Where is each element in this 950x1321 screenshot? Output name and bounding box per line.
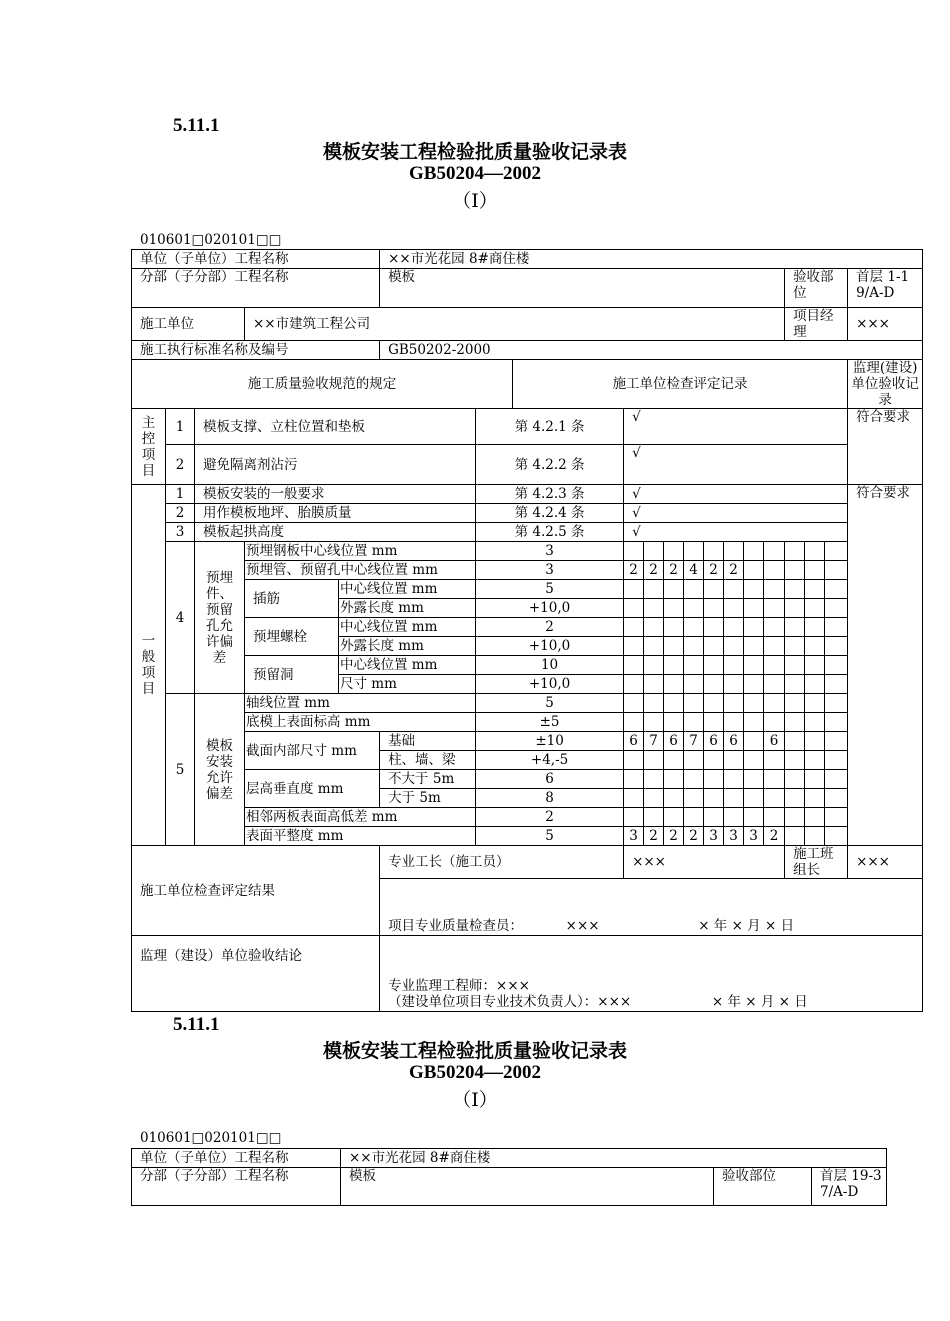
inspection-record-table [131,249,923,1012]
general-row-check: √ [624,523,848,542]
main-items-label: 主控项目 [132,409,166,485]
measure-cell [624,789,644,808]
measure-cell: 6 [704,732,724,751]
measure-cell [805,618,825,637]
measure-cell [704,713,724,732]
inspection-record-table-2 [131,1148,887,1206]
measure-cell [744,637,764,656]
general-row-clause: 第 4.2.3 条 [476,485,624,504]
measure-cell [644,808,664,827]
measure-cell [805,789,825,808]
main-row-clause: 第 4.2.1 条 [476,409,624,445]
measure-cell [624,580,644,599]
measure-cell: 3 [724,827,744,846]
measure-cell [704,789,724,808]
measure-cell [644,770,664,789]
measure-cell [644,637,664,656]
measure-cell [805,675,825,694]
general-row-item: 模板起拱高度 [195,523,476,542]
tolerance-item: 中心线位置 mm [339,618,476,637]
tolerance-item: 相邻两板表面高低差 mm [245,808,476,827]
tolerance-value: 2 [476,808,624,827]
measure-cell [644,618,664,637]
measure-cell [825,618,848,637]
measure-cell [764,770,785,789]
unit-project-value-2: ××市光花园 8#商住楼 [341,1149,887,1168]
contractor-result-label: 施工单位检查评定结果 [132,846,380,936]
measure-cell [785,599,805,618]
main-row-item: 避免隔离剂沾污 [195,445,476,485]
measure-cell [664,713,684,732]
measure-cell [744,694,764,713]
supervisor-header: 监理(建设)单位验收记录 [848,360,923,409]
pm-label: 项目经理 [785,308,848,341]
measure-cell: 2 [724,561,744,580]
sub-project-label: 分部（子分部）工程名称 [132,269,380,308]
tolerance-value: 10 [476,656,624,675]
owner-label: （建设单位项目专业技术负责人）：××× [388,994,632,1010]
measure-cell [785,580,805,599]
pm-value: ××× [848,308,923,341]
measure-cell [764,580,785,599]
measure-cell [644,789,664,808]
general-row-clause: 第 4.2.5 条 [476,523,624,542]
measure-cell [744,770,764,789]
measure-cell: 2 [664,827,684,846]
tolerance-item: 底模上表面标高 mm [245,713,476,732]
measure-cell [724,542,744,561]
general-row-no: 3 [166,523,195,542]
measure-cell: 6 [664,732,684,751]
measure-cell [644,542,664,561]
measure-cell [764,713,785,732]
standard-code-2: GB50204—2002 [409,1062,541,1083]
measure-cell: 7 [684,732,704,751]
form-number-2: 010601□020101□□ [140,1130,282,1146]
measure-cell: 3 [624,827,644,846]
group5-title: 模板安装允许偏差 [195,694,245,846]
general-items-label: 一般项目 [132,485,166,846]
measure-cell [684,713,704,732]
measure-cell [664,694,684,713]
measure-cell [624,656,644,675]
measure-cell [805,732,825,751]
measure-cell [785,542,805,561]
measure-cell [744,675,764,694]
measure-cell [764,637,785,656]
main-result: 符合要求 [848,409,923,485]
measure-cell: 2 [624,561,644,580]
measure-cell: 6 [764,732,785,751]
measure-cell [744,618,764,637]
measure-cell [624,675,644,694]
measure-cell [785,789,805,808]
measure-cell [825,542,848,561]
measure-cell: 2 [764,827,785,846]
measure-cell [624,751,644,770]
measure-cell [825,580,848,599]
measure-cell [624,637,644,656]
measure-cell [624,713,644,732]
inspector-label: 项目专业质量检查员： [388,917,524,934]
measure-cell [724,770,744,789]
general-row-clause: 第 4.2.4 条 [476,504,624,523]
inspector-line [380,917,923,936]
measure-cell: 3 [704,827,724,846]
check-header: 施工单位检查评定记录 [513,360,848,409]
measure-cell [805,808,825,827]
accept-part-value: 首层 1-19/A-D [848,269,923,308]
measure-cell [805,694,825,713]
inspect-date: × 年 × 月 × 日 [698,917,795,934]
standard-code: GB50204—2002 [409,163,541,184]
tolerance-item: 预埋钢板中心线位置 mm [245,542,476,561]
measure-cell [825,732,848,751]
measure-cell [744,599,764,618]
measure-cell [684,694,704,713]
owner-line [388,994,921,1010]
foreman-value: ××× [624,846,785,879]
inspector-name: ××× [565,917,600,934]
measure-cell: 4 [684,561,704,580]
measure-cell [764,808,785,827]
measure-cell [684,808,704,827]
tolerance-item: 柱、墙、梁 [380,751,476,770]
measure-cell [664,808,684,827]
group5-no: 5 [166,694,195,846]
measure-cell: 2 [664,561,684,580]
unit-project-label-2: 单位（子单位）工程名称 [132,1149,341,1168]
group4-no: 4 [166,542,195,694]
measure-cell [704,656,724,675]
measure-cell [744,751,764,770]
measure-cell [805,751,825,770]
measure-cell [684,542,704,561]
measure-cell [805,637,825,656]
measure-cell [664,637,684,656]
supervise-date: × 年 × 月 × 日 [711,994,808,1010]
measure-cell [724,694,744,713]
measure-cell [825,675,848,694]
supervisor-result-label: 监理（建设）单位验收结论 [132,936,380,1012]
measure-cell [785,732,805,751]
tolerance-value: +10,0 [476,637,624,656]
measure-cell [624,770,644,789]
tolerance-item: 尺寸 mm [339,675,476,694]
measure-cell [664,770,684,789]
measure-cell [724,675,744,694]
sub-project-value-2: 模板 [341,1168,714,1206]
measure-cell [785,827,805,846]
tolerance-value: ±10 [476,732,624,751]
measure-cell [825,561,848,580]
tolerance-item: 中心线位置 mm [339,656,476,675]
measure-cell [624,599,644,618]
measure-cell [744,656,764,675]
measure-cell [684,618,704,637]
tolerance-subgroup: 层高垂直度 mm [245,770,380,808]
measure-cell [805,713,825,732]
measure-cell [684,656,704,675]
measure-cell [785,694,805,713]
section-number: 5.11.1 [173,115,220,136]
measure-cell [704,808,724,827]
measure-cell [825,808,848,827]
main-row-item: 模板支撑、立柱位置和垫板 [195,409,476,445]
measure-cell [785,656,805,675]
measure-cell [724,656,744,675]
measure-cell [744,561,764,580]
main-row-clause: 第 4.2.2 条 [476,445,624,485]
measure-cell [644,656,664,675]
measure-cell [825,827,848,846]
main-row-check: √ [624,445,848,485]
sub-project-value: 模板 [380,269,785,308]
unit-project-label: 单位（子单位）工程名称 [132,250,380,269]
tolerance-subgroup: 截面内部尺寸 mm [245,732,380,770]
contractor-label: 施工单位 [132,308,245,341]
measure-cell [624,618,644,637]
tolerance-subgroup: 预留洞 [245,656,339,694]
measure-cell [724,637,744,656]
group4-title: 预埋件、预留孔允许偏差 [195,542,245,694]
blank-cell [380,879,923,917]
main-row-check: √ [624,409,848,445]
measure-cell [805,599,825,618]
measure-cell [764,694,785,713]
measure-cell [724,808,744,827]
tolerance-value: ±5 [476,713,624,732]
measure-cell [744,580,764,599]
measure-cell: 2 [644,561,664,580]
measure-cell [684,675,704,694]
measure-cell [805,561,825,580]
measure-cell [664,751,684,770]
measure-cell [644,694,664,713]
general-row-item: 模板安装的一般要求 [195,485,476,504]
measure-cell: 2 [704,561,724,580]
accept-part-label: 验收部位 [785,269,848,308]
measure-cell [764,542,785,561]
measure-cell [704,599,724,618]
measure-cell [805,770,825,789]
general-row-no: 1 [166,485,195,504]
measure-cell [785,751,805,770]
tolerance-subgroup: 插筋 [245,580,339,618]
measure-cell [785,618,805,637]
general-row-check: √ [624,504,848,523]
general-row-item: 用作模板地坪、胎膜质量 [195,504,476,523]
form-title-2: 模板安装工程检验批质量验收记录表 [322,1040,627,1062]
spec-header: 施工质量验收规范的规定 [132,360,513,409]
measure-cell [644,751,664,770]
measure-cell [724,713,744,732]
measure-cell [724,751,744,770]
foreman-label: 专业工长（施工员） [380,846,624,879]
measure-cell [664,599,684,618]
measure-cell [744,789,764,808]
general-row-no: 2 [166,504,195,523]
measure-cell [704,751,724,770]
measure-cell [764,599,785,618]
main-row-no: 2 [166,445,195,485]
tolerance-value: +4,-5 [476,751,624,770]
measure-cell: 6 [724,732,744,751]
measure-cell [704,618,724,637]
tolerance-value: 6 [476,770,624,789]
tolerance-value: 2 [476,618,624,637]
measure-cell [805,542,825,561]
general-row-check: √ [624,485,848,504]
measure-cell [624,808,644,827]
engineer-line: 专业监理工程师：××× [388,978,530,994]
measure-cell: 2 [644,827,664,846]
measure-cell [825,751,848,770]
team-leader-value: ××× [848,846,923,879]
tolerance-item: 外露长度 mm [339,637,476,656]
form-number: 010601□020101□□ [140,232,282,248]
tolerance-subgroup: 预埋螺栓 [245,618,339,656]
measure-cell [644,713,664,732]
measure-cell [744,808,764,827]
tolerance-item: 大于 5m [380,789,476,808]
tolerance-item: 中心线位置 mm [339,580,476,599]
measure-cell [684,599,704,618]
measure-cell [724,618,744,637]
measure-cell [825,770,848,789]
measure-cell [825,637,848,656]
measure-cell [704,675,724,694]
measure-cell [724,599,744,618]
measure-cell: 2 [684,827,704,846]
measure-cell [644,675,664,694]
measure-cell [704,694,724,713]
supervisor-block [380,936,923,1012]
tolerance-item: 预埋管、预留孔中心线位置 mm [245,561,476,580]
measure-cell [664,789,684,808]
measure-cell [644,580,664,599]
tolerance-item: 基础 [380,732,476,751]
measure-cell [764,675,785,694]
measure-cell [704,580,724,599]
measure-cell [664,580,684,599]
measure-cell [664,542,684,561]
measure-cell: 7 [644,732,664,751]
tolerance-value: 5 [476,694,624,713]
standard-label: 施工执行标准名称及编号 [132,341,380,360]
form-part-number-2: （Ⅰ） [452,1089,498,1111]
tolerance-value: 8 [476,789,624,808]
measure-cell [764,789,785,808]
tolerance-value: 3 [476,561,624,580]
tolerance-value: 3 [476,542,624,561]
measure-cell [664,656,684,675]
measure-cell [644,599,664,618]
section-number-2: 5.11.1 [173,1014,220,1035]
form-part-number: （Ⅰ） [452,190,498,212]
measure-cell [805,580,825,599]
measure-cell: 3 [744,827,764,846]
measure-cell [785,561,805,580]
measure-cell: 6 [624,732,644,751]
team-leader-label: 施工班组长 [785,846,848,879]
measure-cell [785,770,805,789]
tolerance-item: 不大于 5m [380,770,476,789]
measure-cell [704,542,724,561]
measure-cell [624,542,644,561]
measure-cell [684,789,704,808]
general-result: 符合要求 [848,485,923,846]
sub-project-label-2: 分部（子分部）工程名称 [132,1168,341,1206]
tolerance-value: 5 [476,827,624,846]
measure-cell [764,561,785,580]
measure-cell [684,580,704,599]
main-row-no: 1 [166,409,195,445]
measure-cell [785,637,805,656]
measure-cell [684,770,704,789]
contractor-value: ××市建筑工程公司 [245,308,785,341]
measure-cell [744,732,764,751]
accept-part-value-2: 首层 19-37/A-D [812,1168,887,1206]
measure-cell [744,542,764,561]
measure-cell [785,675,805,694]
tolerance-value: 5 [476,580,624,599]
measure-cell [724,789,744,808]
measure-cell [805,656,825,675]
measure-cell [825,656,848,675]
form-title: 模板安装工程检验批质量验收记录表 [322,141,627,163]
measure-cell [684,751,704,770]
measure-cell [664,675,684,694]
accept-part-label-2: 验收部位 [714,1168,812,1206]
measure-cell [764,751,785,770]
measure-cell [684,637,704,656]
measure-cell [785,808,805,827]
measure-cell [704,637,724,656]
standard-value: GB50202-2000 [380,341,923,360]
measure-cell [764,618,785,637]
tolerance-item: 表面平整度 mm [245,827,476,846]
measure-cell [764,656,785,675]
tolerance-value: +10,0 [476,675,624,694]
tolerance-value: +10,0 [476,599,624,618]
measure-cell [624,694,644,713]
tolerance-item: 轴线位置 mm [245,694,476,713]
measure-cell [805,827,825,846]
measure-cell [704,770,724,789]
measure-cell [664,618,684,637]
measure-cell [724,580,744,599]
measure-cell [785,713,805,732]
measure-cell [825,599,848,618]
unit-project-value: ××市光花园 8#商住楼 [380,250,923,269]
tolerance-item: 外露长度 mm [339,599,476,618]
measure-cell [825,694,848,713]
measure-cell [825,713,848,732]
measure-cell [825,789,848,808]
measure-cell [744,713,764,732]
